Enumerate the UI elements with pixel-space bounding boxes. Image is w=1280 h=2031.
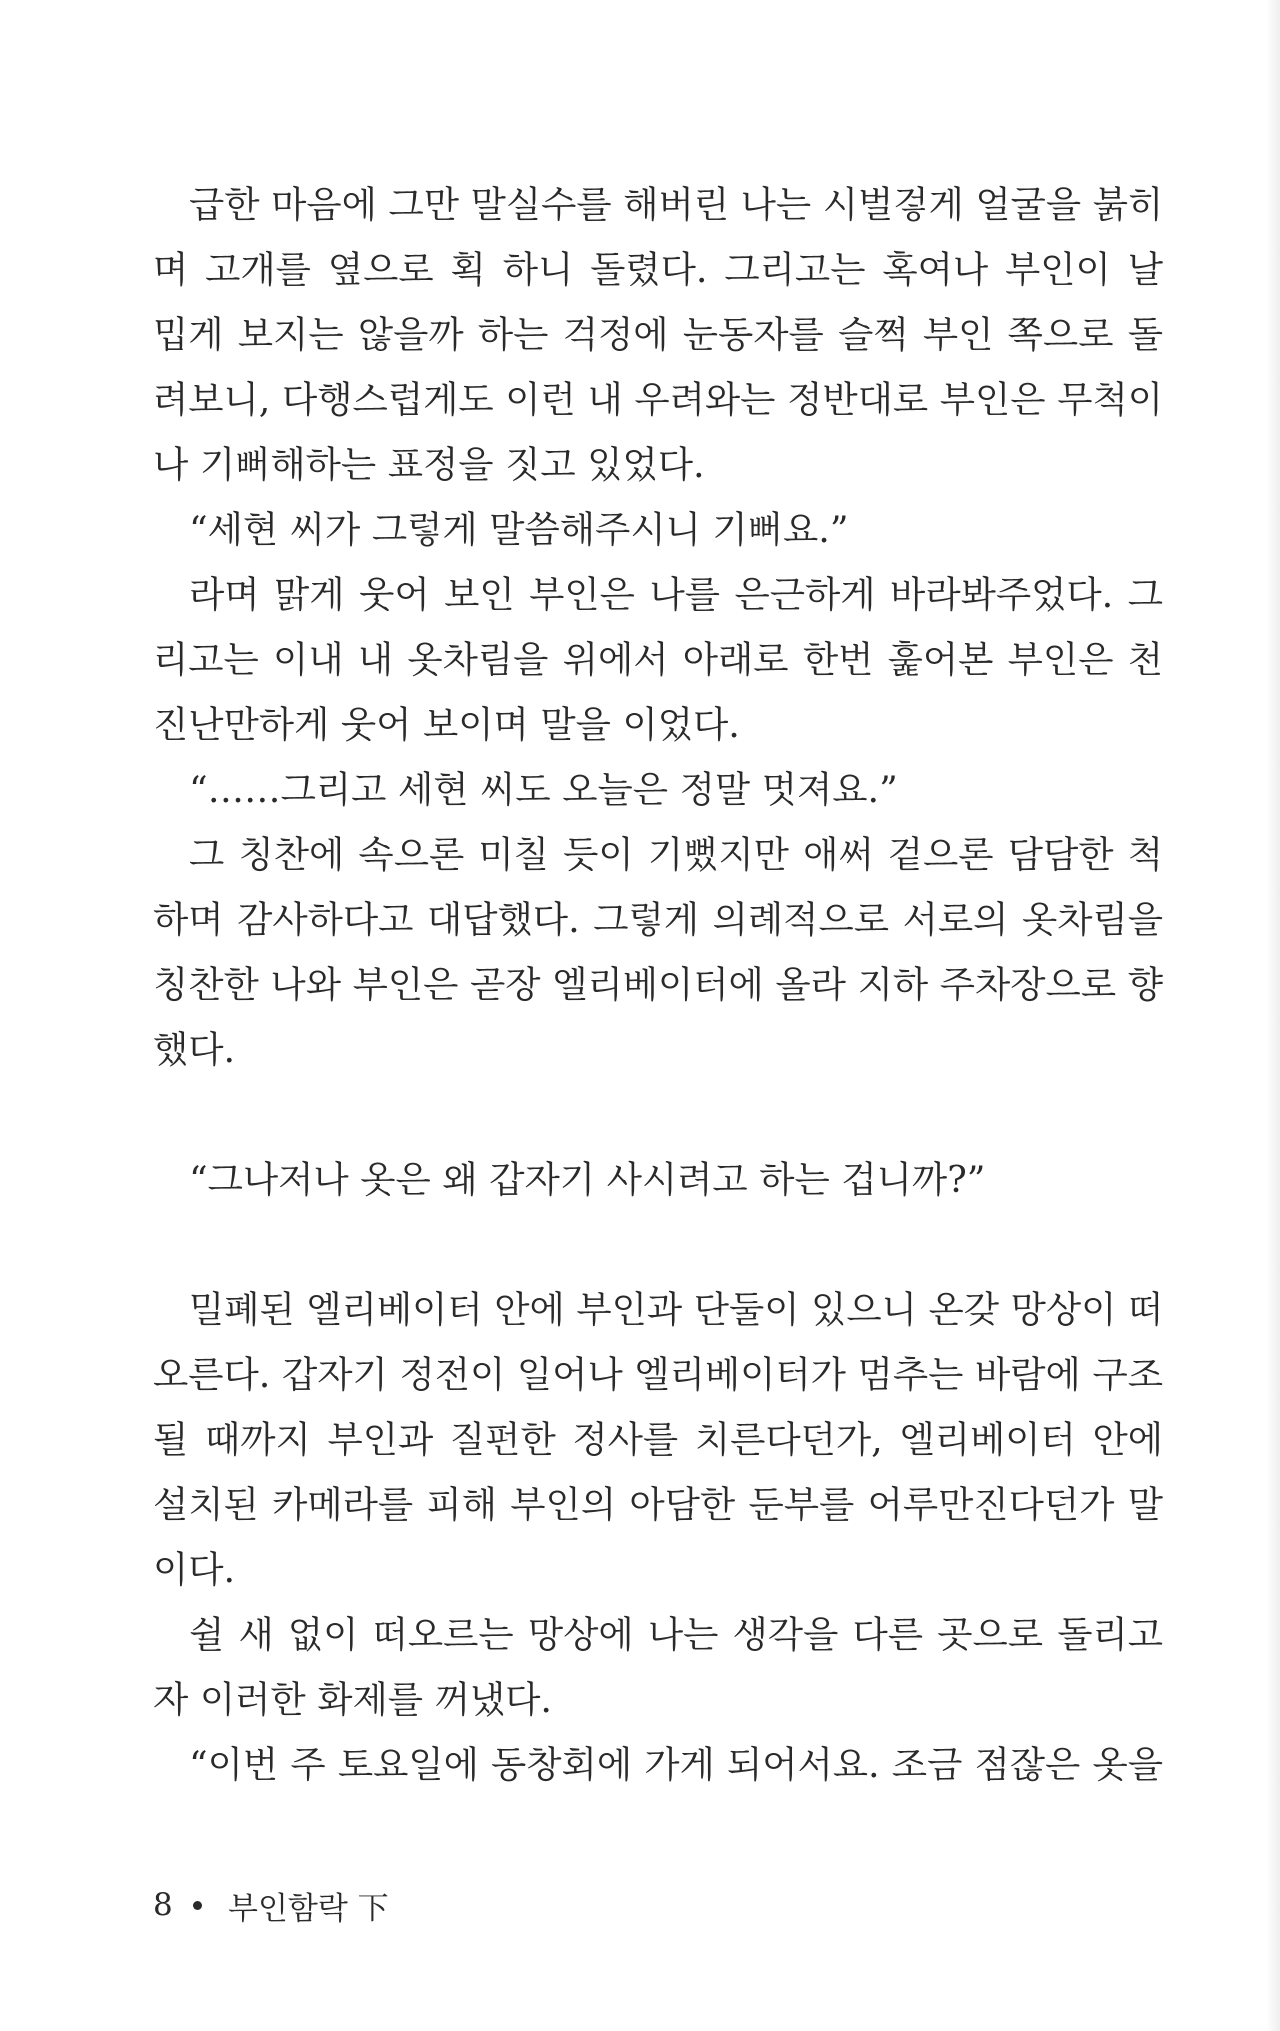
page-number: 8	[153, 1887, 173, 1923]
text-line: 하며 감사하다고 대답했다. 그렇게 의례적으로 서로의 옷차림을	[153, 898, 1163, 941]
text-line: 오른다. 갑자기 정전이 일어나 엘리베이터가 멈추는 바람에 구조	[153, 1353, 1163, 1396]
text-line: 될 때까지 부인과 질펀한 정사를 치른다던가, 엘리베이터 안에	[153, 1418, 1163, 1461]
text-line: 그 칭찬에 속으론 미칠 듯이 기뻤지만 애써 겉으론 담담한 척	[189, 833, 1163, 876]
text-line: 밀폐된 엘리베이터 안에 부인과 단둘이 있으니 온갖 망상이 떠	[189, 1288, 1163, 1331]
text-line: 자 이러한 화제를 꺼냈다.	[153, 1678, 552, 1721]
book-title: 부인함락 下	[228, 1890, 389, 1927]
text-line: 설치된 카메라를 피해 부인의 아담한 둔부를 어루만진다던가 말	[153, 1483, 1163, 1526]
dialogue-line: “세현 씨가 그렇게 말씀해주시니 기뻐요.”	[189, 508, 849, 551]
text-line: 나 기뻐해하는 표정을 짓고 있었다.	[153, 443, 705, 486]
text-line: 진난만하게 웃어 보이며 말을 이었다.	[153, 703, 740, 746]
text-line: 밉게 보지는 않을까 하는 걱정에 눈동자를 슬쩍 부인 쪽으로 돌	[153, 313, 1163, 356]
dialogue-line: “……그리고 세현 씨도 오늘은 정말 멋져요.”	[189, 768, 898, 811]
text-line: 리고는 이내 내 옷차림을 위에서 아래로 한번 훑어본 부인은 천	[153, 638, 1163, 681]
text-line: 쉴 새 없이 떠오르는 망상에 나는 생각을 다른 곳으로 돌리고	[189, 1613, 1163, 1656]
text-line: 이다.	[153, 1548, 236, 1591]
bullet-separator-icon	[193, 1901, 202, 1910]
page-footer	[153, 1883, 389, 1927]
text-line: 칭찬한 나와 부인은 곧장 엘리베이터에 올라 지하 주차장으로 향	[153, 963, 1163, 1006]
text-line: 라며 맑게 웃어 보인 부인은 나를 은근하게 바라봐주었다. 그	[189, 573, 1163, 616]
body-text	[153, 172, 1163, 1797]
page-edge-shadow	[1266, 0, 1280, 2031]
text-line: 급한 마음에 그만 말실수를 해버린 나는 시벌겋게 얼굴을 붉히	[189, 183, 1163, 226]
section-gap	[153, 1212, 1163, 1277]
section-gap	[153, 1082, 1163, 1147]
text-line: 며 고개를 옆으로 획 하니 돌렸다. 그리고는 혹여나 부인이 날	[153, 248, 1163, 291]
text-line: 했다.	[153, 1028, 236, 1071]
dialogue-line: “이번 주 토요일에 동창회에 가게 되어서요. 조금 점잖은 옷을	[189, 1743, 1163, 1786]
dialogue-line: “그나저나 옷은 왜 갑자기 사시려고 하는 겁니까?”	[189, 1158, 986, 1201]
text-line: 려보니, 다행스럽게도 이런 내 우려와는 정반대로 부인은 무척이	[153, 378, 1163, 421]
